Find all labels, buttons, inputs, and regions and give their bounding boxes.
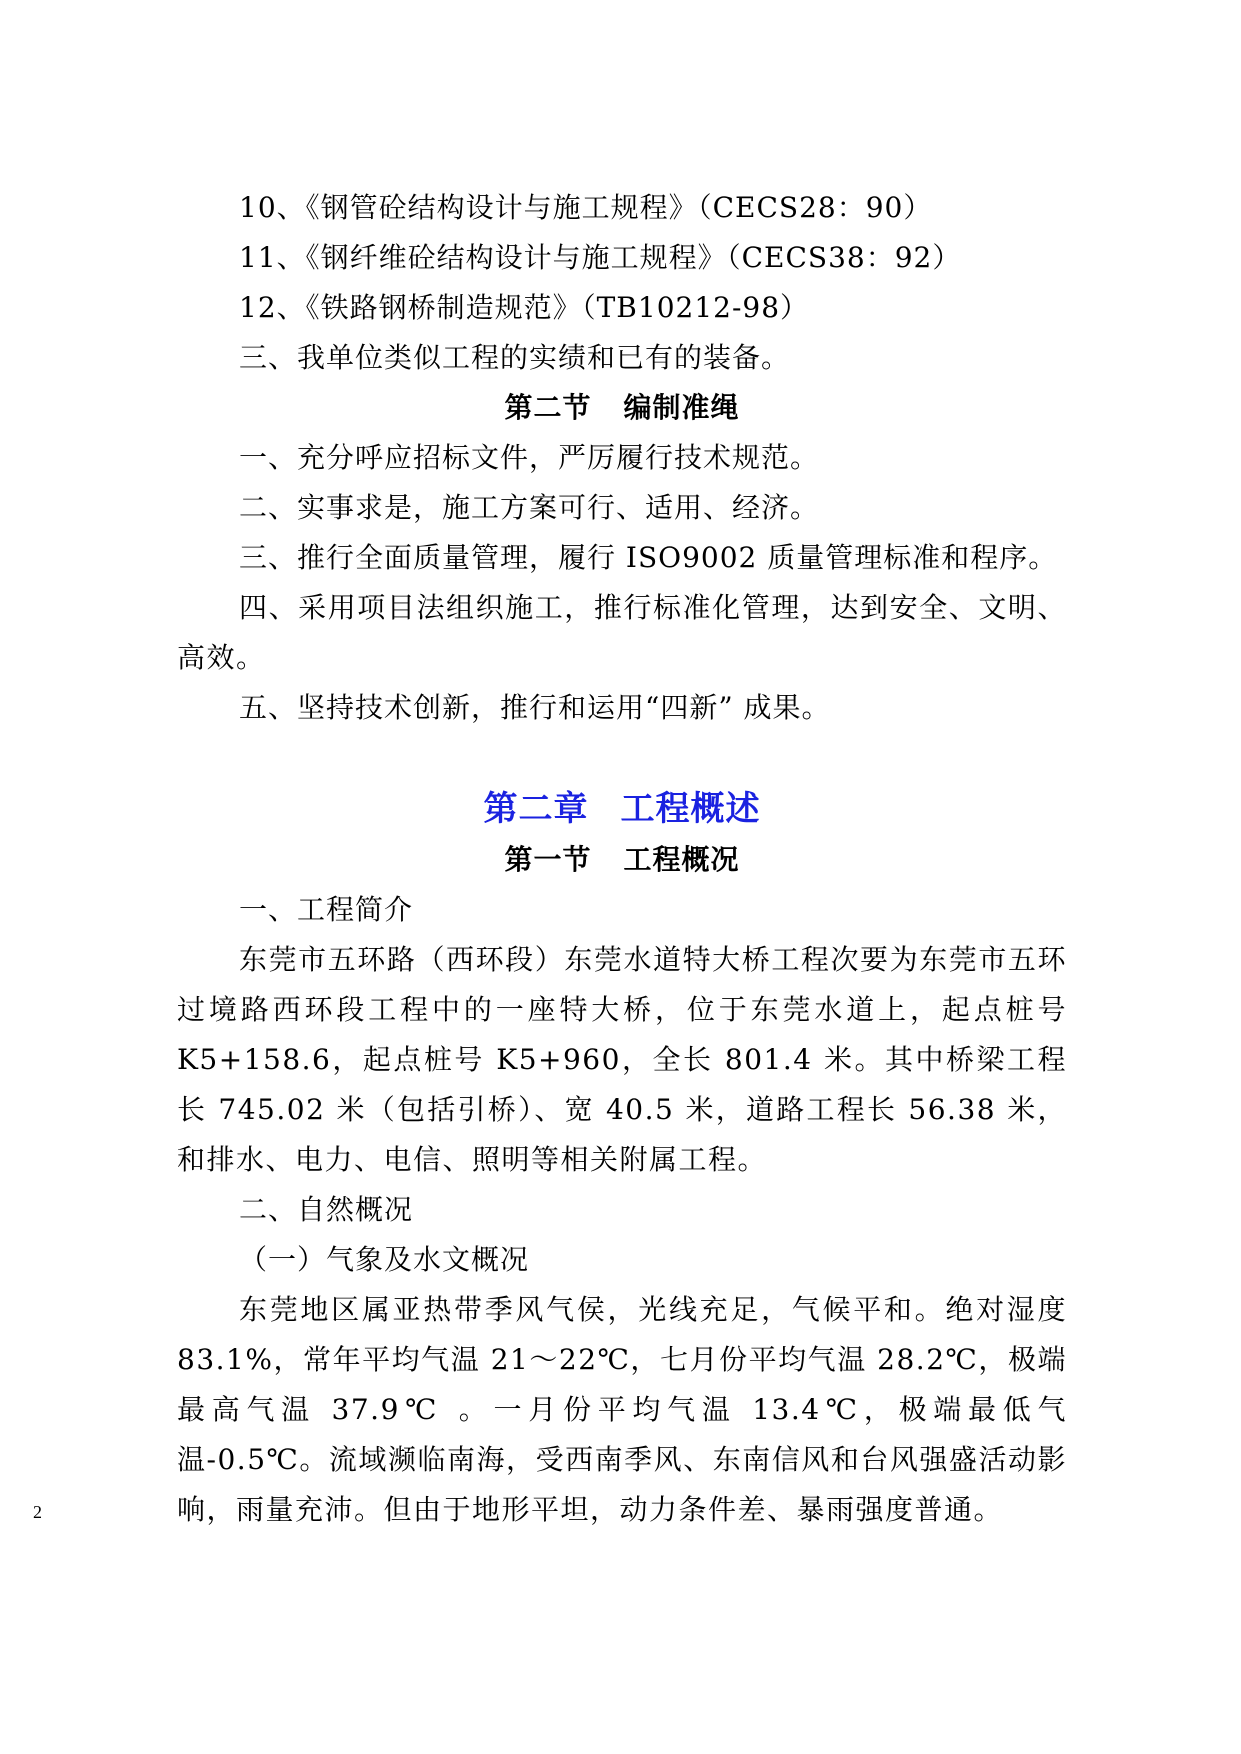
reference-item-10: 10、《钢管砼结构设计与施工规程》（CECS28：90）	[239, 191, 933, 224]
section-heading-compilation-principles	[177, 383, 1067, 433]
paragraph-climate: 东莞地区属亚热带季风气侯，光线充足，气候平和。绝对湿度 83.1%，常年平均气温 21～22℃，七月份平均气温 28.2℃，极端最高气温 37.9℃ 。一月份平均气温 13.4℃，极端最低气温-0.5℃。流域濒临南海，受西南季风、东南信风和台风强盛活动影响，雨量充沛。但由于地形平坦，动力条件差、暴雨强度普通。	[177, 1293, 1067, 1526]
page-number: 2	[33, 1502, 42, 1522]
chapter-heading-project-overview	[177, 783, 1067, 835]
section-heading-project-summary	[177, 835, 1067, 885]
reference-item-3: 三、我单位类似工程的实绩和已有的装备。	[239, 341, 791, 374]
principle-item-1: 一、充分呼应招标文件，严厉履行技术规范。	[239, 441, 820, 474]
section-title: 编制准绳	[623, 391, 740, 424]
reference-item-12: 12、《铁路钢桥制造规范》（TB10212-98）	[239, 291, 810, 324]
section-title: 工程概况	[623, 843, 740, 876]
principle-item-3: 三、推行全面质量管理，履行 ISO9002 质量管理标准和程序。	[239, 541, 1058, 574]
subheading-climate-hydrology: （一）气象及水文概况	[239, 1243, 530, 1276]
chapter-number: 第二章	[483, 789, 589, 829]
reference-item-11: 11、《钢纤维砼结构设计与施工规程》（CECS38：92）	[239, 241, 962, 274]
section-number: 第一节	[504, 843, 592, 876]
principle-item-4: 四、采用项目法组织施工，推行标准化管理，达到安全、文明、高效。	[177, 591, 1067, 674]
paragraph-project-intro: 东莞市五环路（西环段）东莞水道特大桥工程次要为东莞市五环过境路西环段工程中的一座特大桥，位于东莞水道上，起点桩号 K5+158.6，起点桩号 K5+960，全长 801.4 米。其中桥梁工程长 745.02 米（包括引桥）、宽 40.5 米，道路工程长 56.38 米，和排水、电力、电信、照明等相关附属工程。	[177, 943, 1067, 1176]
principle-item-2: 二、实事求是，施工方案可行、适用、经济。	[239, 491, 820, 524]
chapter-title: 工程概述	[620, 789, 761, 829]
subheading-project-intro: 一、工程简介	[239, 893, 414, 926]
subheading-natural-conditions: 二、自然概况	[239, 1193, 414, 1226]
section-number: 第二节	[504, 391, 592, 424]
page-content	[177, 183, 1067, 1535]
principle-item-5: 五、坚持技术创新，推行和运用“四新” 成果。	[239, 691, 831, 724]
